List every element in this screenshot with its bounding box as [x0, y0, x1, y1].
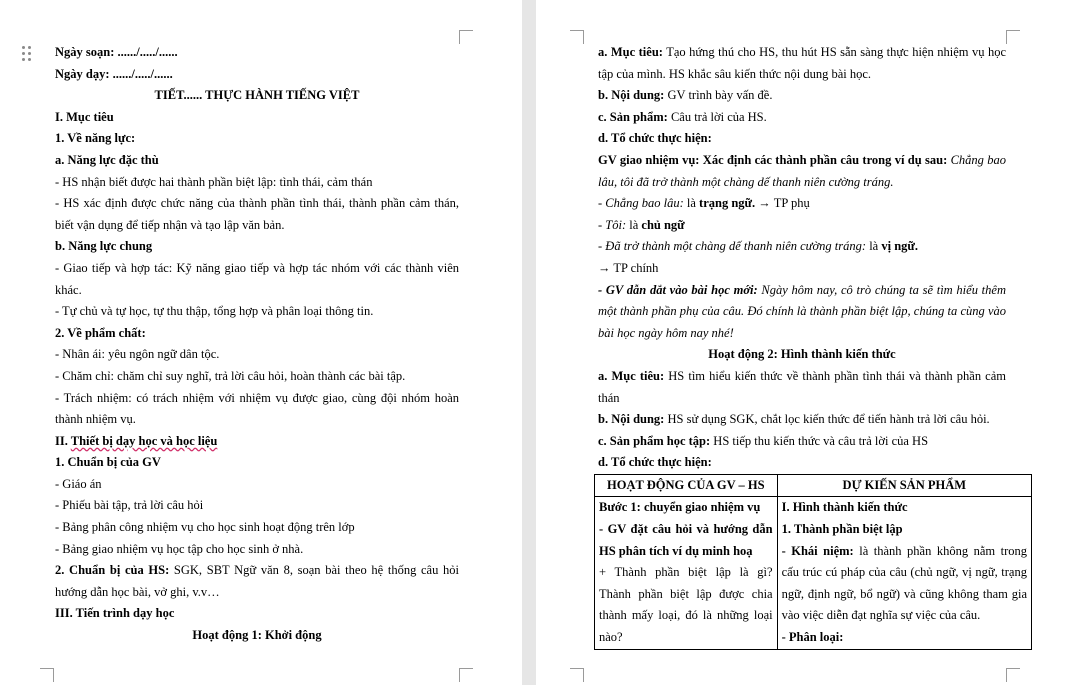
paragraph-noi-dung[interactable] [598, 85, 1006, 107]
left-page-content [55, 42, 459, 647]
heading-ve-pham-chat[interactable]: 2. Về phẩm chất: [55, 325, 146, 340]
table-cell-product[interactable] [777, 497, 1031, 649]
table-header-product[interactable]: DỰ KIẾN SẢN PHẨM [777, 474, 1031, 497]
analysis-connector: là [683, 196, 700, 211]
margin-marker-bottom-left [40, 668, 54, 682]
paragraph-muc-tieu[interactable] [598, 42, 1006, 85]
analysis-tp-chinh[interactable]: → TP chính [598, 260, 659, 275]
ngay-day[interactable]: Ngày dạy: ....../...../...... [55, 66, 173, 81]
hd2-noi-dung-text: HS sử dụng SGK, chắt lọc kiến thức để tiến hành trả lời câu hỏi. [664, 412, 990, 427]
heading-chuan-bi-gv[interactable]: 1. Chuẩn bị của GV [55, 455, 161, 470]
right-page-content [598, 42, 1028, 650]
gv-giao-example: Chẳng bao lâu, tôi đã trở thành một chàng dế thanh niên cường tráng. [598, 152, 1006, 189]
analysis-toi[interactable] [598, 215, 1006, 237]
list-item-giao-an[interactable]: - Giáo án [55, 476, 102, 491]
analysis-part: - Chẳng bao lâu: [598, 196, 684, 211]
khai-niem-text: là thành phần không nằm trong cấu trúc cú pháp của câu (chủ ngữ, vị ngữ, trạng ngữ, định ngữ, bổ ngữ) và cũng không tham gia vào việc diễn đạt nghĩa sự việc của câu. [781, 543, 1028, 623]
paragraph-nl-dac-thu-1[interactable]: - HS nhận biết được hai thành phần biệt lập: tình thái, cảm thán [55, 174, 373, 189]
cell-buoc-1: Bước 1: chuyển giao nhiệm vụ [599, 500, 761, 515]
hd2-noi-dung-label: b. Nội dung: [598, 412, 665, 427]
ngay-soan[interactable]: Ngày soạn: ....../...../...... [55, 45, 178, 59]
paragraph-gv-giao[interactable] [598, 150, 1006, 193]
cell-khai-niem [782, 541, 1027, 627]
heading-nang-luc-dac-thu[interactable]: a. Năng lực đặc thù [55, 152, 159, 167]
cell-tpbl: 1. Thành phần biệt lập [781, 522, 903, 537]
cell-phan-loai: - Phân loại: [781, 630, 844, 645]
chuan-bi-hs-text: SGK, SBT Ngữ văn 8, soạn bài theo hệ thống câu hỏi hướng dẫn học bài, vở ghi, v.v… [55, 563, 459, 599]
paragraph-nl-dac-thu-2[interactable]: - HS xác định được chức năng của thành phần tình thái, thành phần cảm thán, biết vận dụng để tiếp nhận và tạo lập văn bản. [55, 196, 459, 232]
paragraph-tu-chu[interactable]: - Tự chủ và tự học, tự thu thập, tổng hợp và phân loại thông tin. [55, 304, 374, 319]
paragraph-trach-nhiem[interactable]: - Trách nhiệm: có trách nhiệm với nhiệm vụ được giao, cùng đội nhóm hoàn thành nhiệm vụ. [55, 390, 459, 427]
table-header-activity[interactable]: HOẠT ĐỘNG CỦA GV – HS [595, 474, 778, 497]
noi-dung-label: b. Nội dung: [598, 88, 665, 103]
analysis-part: - Đã trở thành một chàng dế thanh niên cường tráng: [598, 239, 867, 254]
paragraph-giao-tiep[interactable]: - Giao tiếp và hợp tác: Kỹ năng giao tiếp và hợp tác nhóm với các thành viên khác. [55, 260, 459, 297]
cell-hinh-thanh: I. Hình thành kiến thức [781, 500, 908, 515]
cell-question: + Thành phần biệt lập là gì? Thành phần biệt lập được chia thành mấy loại, đó là những loại nào? [599, 565, 773, 645]
analysis-chang-bao-lau[interactable] [598, 193, 1006, 215]
analysis-role: trạng ngữ. [699, 196, 756, 211]
analysis-da-tro[interactable] [598, 236, 1006, 258]
document-page-left [0, 0, 522, 685]
paragraph-san-pham[interactable] [598, 107, 1006, 129]
table-row [595, 497, 1032, 649]
heading-hoat-dong-1[interactable]: Hoạt động 1: Khởi động [192, 628, 322, 643]
analysis-part: - Tôi: [598, 217, 627, 232]
margin-marker-bottom-left [570, 668, 584, 682]
heading-hoat-dong-2[interactable]: Hoạt động 2: Hình thành kiến thức [708, 347, 896, 362]
analysis-connector: là [866, 239, 882, 254]
paragraph-gv-dan[interactable] [598, 280, 1006, 345]
noi-dung-text: GV trình bày vấn đề. [664, 88, 773, 103]
khai-niem-label: - Khái niệm: [781, 543, 854, 558]
margin-marker-top-right [459, 30, 473, 44]
paragraph-hd2-noi-dung[interactable] [598, 409, 1006, 431]
margin-marker-top-left [570, 30, 584, 44]
table-cell-activity[interactable] [595, 497, 778, 649]
paragraph-hd2-muc-tieu[interactable] [598, 366, 1006, 409]
lesson-title[interactable]: TIẾT...... THỰC HÀNH TIẾNG VIỆT [154, 88, 360, 103]
chuan-bi-hs-label: 2. Chuẩn bị của HS: [55, 563, 170, 578]
paragraph-cham-chi[interactable]: - Chăm chỉ: chăm chỉ suy nghĩ, trả lời câu hỏi, hoàn thành các bài tập. [55, 368, 406, 383]
heading-ve-nang-luc[interactable]: 1. Về năng lực: [55, 131, 136, 146]
gv-dan-label: - GV dẫn dắt vào bài học mới: [598, 282, 758, 297]
analysis-connector: là [626, 217, 642, 232]
paragraph-chuan-bi-hs[interactable] [55, 560, 459, 603]
margin-marker-bottom-right [459, 668, 473, 682]
paragraph-hd2-san-pham[interactable] [598, 431, 1006, 453]
heading-thiet-bi[interactable] [55, 431, 459, 453]
paragraph-nhan-ai[interactable]: - Nhân ái: yêu ngôn ngữ dân tộc. [55, 347, 220, 362]
heading-thiet-bi-number: II. [55, 433, 71, 448]
san-pham-text: Câu trả lời của HS. [667, 109, 767, 124]
list-item-phieu-bai-tap[interactable]: - Phiếu bài tập, trả lời câu hỏi [55, 498, 204, 513]
heading-to-chuc[interactable]: d. Tổ chức thực hiện: [598, 131, 712, 146]
table-header-row [595, 474, 1032, 497]
heading-nang-luc-chung[interactable]: b. Năng lực chung [55, 239, 153, 254]
list-item-bang-phan-cong[interactable]: - Bảng phân công nhiệm vụ cho học sinh hoạt động trên lớp [55, 520, 355, 535]
heading-hd2-to-chuc[interactable]: d. Tổ chức thực hiện: [598, 455, 712, 470]
heading-thiet-bi-text: Thiết bị dạy học và học liệu [70, 433, 218, 448]
heading-tien-trinh[interactable]: III. Tiến trình dạy học [55, 606, 175, 621]
hd2-muc-tieu-label: a. Mục tiêu: [598, 368, 665, 383]
hd2-san-pham-label: c. Sản phẩm học tập: [598, 433, 711, 448]
analysis-result: → TP phụ [755, 196, 810, 211]
muc-tieu-label: a. Mục tiêu: [598, 45, 663, 59]
hd2-san-pham-text: HS tiếp thu kiến thức và câu trả lời của HS [710, 433, 929, 448]
margin-marker-bottom-right [1006, 668, 1020, 682]
muc-tieu-text: Tạo hứng thú cho HS, thu hút HS sẵn sàng thực hiện nhiệm vụ học tập của mình. HS khắc sâu kiến thức nội dung bài học. [598, 45, 1006, 81]
list-item-bang-giao[interactable]: - Bảng giao nhiệm vụ học tập cho học sinh ở nhà. [55, 541, 304, 556]
cell-gv-dat: - GV đặt câu hỏi và hướng dẫn HS phân tích ví dụ minh hoạ [599, 522, 773, 558]
activity-table[interactable] [594, 474, 1032, 650]
gv-dan-text: Ngày hôm nay, cô trò chúng ta sẽ tìm hiểu thêm một thành phần phụ của câu. Đó chính là thành phần biệt lập, chúng ta cùng vào bài học ngày hôm nay nhé! [598, 282, 1006, 340]
analysis-role: vị ngữ. [881, 239, 919, 254]
margin-marker-top-right [1006, 30, 1020, 44]
gv-giao-label: GV giao nhiệm vụ: Xác định các thành phần câu trong ví dụ sau: [598, 152, 948, 167]
heading-muc-tieu[interactable]: I. Mục tiêu [55, 109, 114, 124]
drag-handle-icon[interactable] [22, 46, 32, 62]
san-pham-label: c. Sản phẩm: [598, 109, 668, 124]
hd2-muc-tieu-text: HS tìm hiểu kiến thức về thành phần tình thái và thành phần cảm thán [598, 368, 1006, 405]
document-page-right [536, 0, 1069, 685]
analysis-role: chủ ngữ [641, 217, 685, 232]
